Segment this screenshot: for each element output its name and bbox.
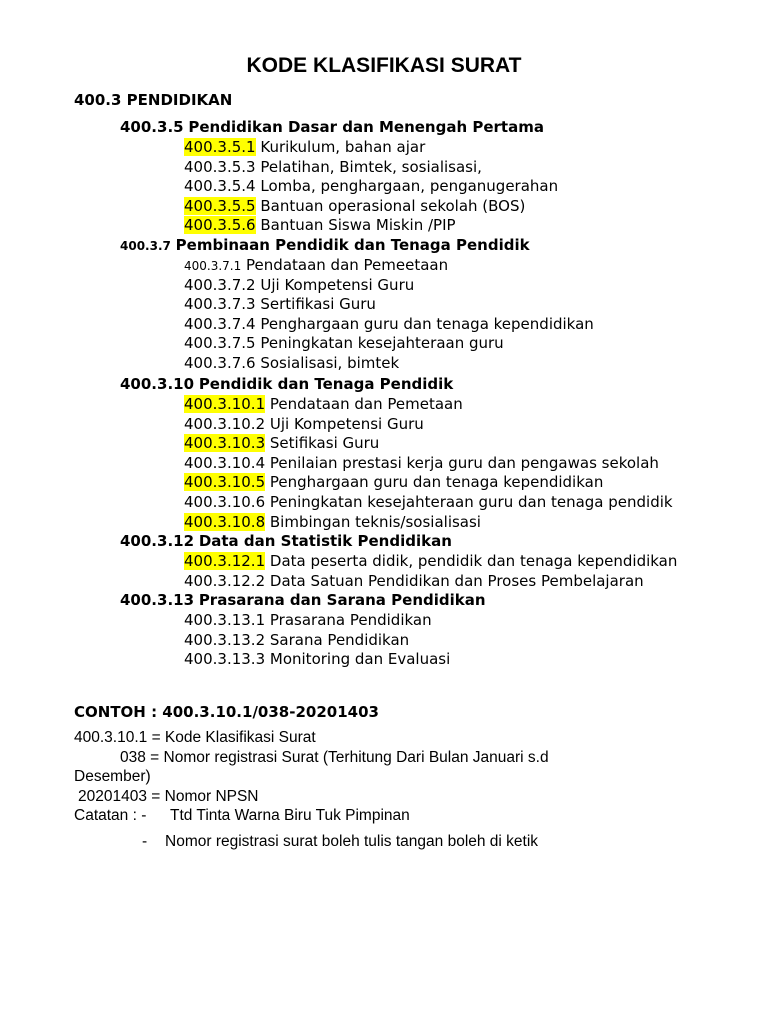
list-item xyxy=(184,454,659,473)
item-code: 400.3.10.4 xyxy=(184,454,266,472)
item-code: 400.3.5.5 xyxy=(184,197,256,215)
note-signature: Ttd Tinta Warna Biru Tuk Pimpinan xyxy=(170,807,410,824)
list-item xyxy=(184,415,424,434)
item-code: 400.3.5.6 xyxy=(184,216,256,234)
section-heading: 400.3 PENDIDIKAN xyxy=(74,91,233,109)
group-heading xyxy=(120,118,544,137)
list-item xyxy=(184,473,603,492)
list-item xyxy=(184,295,376,314)
note-bullet: - xyxy=(142,833,148,850)
list-item xyxy=(184,611,432,630)
group-code: 400.3.5 xyxy=(120,118,184,136)
item-code: 400.3.10.8 xyxy=(184,513,266,531)
list-item xyxy=(184,158,482,177)
list-item xyxy=(184,434,379,453)
item-code: 400.3.10.3 xyxy=(184,434,266,452)
list-item xyxy=(184,138,425,157)
example-line-code: 400.3.10.1 = Kode Klasifikasi Surat xyxy=(74,729,316,746)
item-code: 400.3.5.3 xyxy=(184,158,256,176)
item-code: 400.3.7.2 xyxy=(184,276,256,294)
item-text: Pelatihan, Bimtek, sosialisasi, xyxy=(260,158,482,176)
item-text: Uji Kompetensi Guru xyxy=(269,415,424,433)
item-code: 400.3.10.6 xyxy=(184,493,266,511)
item-code: 400.3.12.1 xyxy=(184,552,266,570)
group-name: Pendidik dan Tenaga Pendidik xyxy=(198,375,454,393)
list-item xyxy=(184,572,644,591)
list-item xyxy=(184,493,673,512)
document-title: KODE KLASIFIKASI SURAT xyxy=(246,54,522,77)
item-code: 400.3.13.3 xyxy=(184,650,266,668)
item-text: Peningkatan kesejahteraan guru dan tenaga pendidik xyxy=(269,493,673,511)
example-line-registration-cont: Desember) xyxy=(74,768,151,785)
item-text: Prasarana Pendidikan xyxy=(269,611,432,629)
item-text: Bimbingan teknis/sosialisasi xyxy=(269,513,481,531)
item-text: Sertifikasi Guru xyxy=(260,295,376,313)
list-item xyxy=(184,197,525,216)
item-code: 400.3.7.3 xyxy=(184,295,256,313)
group-code: 400.3.13 xyxy=(120,591,195,609)
item-text: Bantuan operasional sekolah (BOS) xyxy=(260,197,526,215)
group-code: 400.3.7 xyxy=(120,239,171,253)
item-text: Lomba, penghargaan, penganugerahan xyxy=(260,177,559,195)
item-text: Kurikulum, bahan ajar xyxy=(260,138,426,156)
item-code: 400.3.7.4 xyxy=(184,315,256,333)
item-text: Monitoring dan Evaluasi xyxy=(269,650,451,668)
note-registration: Nomor registrasi surat boleh tulis tangan boleh di ketik xyxy=(165,833,539,850)
example-line-registration: 038 = Nomor registrasi Surat (Terhitung Dari Bulan Januari s.d xyxy=(120,749,549,766)
item-text: Data peserta didik, pendidik dan tenaga kependidikan xyxy=(269,552,678,570)
item-text: Sarana Pendidikan xyxy=(269,631,410,649)
item-code: 400.3.10.5 xyxy=(184,473,266,491)
group-name: Pembinaan Pendidik dan Tenaga Pendidik xyxy=(175,236,530,254)
list-item xyxy=(184,631,409,650)
item-text: Data Satuan Pendidikan dan Proses Pembelajaran xyxy=(269,572,644,590)
group-heading xyxy=(120,236,530,256)
group-heading xyxy=(120,375,453,394)
list-item xyxy=(184,513,481,532)
item-text: Pendataan dan Pemeetaan xyxy=(246,256,449,274)
list-item xyxy=(184,177,558,196)
list-item xyxy=(184,216,456,235)
item-text: Penilaian prestasi kerja guru dan pengawas sekolah xyxy=(269,454,659,472)
item-code: 400.3.5.1 xyxy=(184,138,256,156)
group-code: 400.3.12 xyxy=(120,532,195,550)
list-item xyxy=(184,334,504,353)
list-item xyxy=(184,276,414,295)
item-code: 400.3.13.1 xyxy=(184,611,266,629)
item-text: Peningkatan kesejahteraan guru xyxy=(260,334,504,352)
item-code: 400.3.7.5 xyxy=(184,334,256,352)
item-code: 400.3.10.2 xyxy=(184,415,266,433)
list-item xyxy=(184,650,450,669)
group-heading xyxy=(120,591,486,610)
item-text: Pendataan dan Pemetaan xyxy=(269,395,463,413)
list-item xyxy=(184,354,399,373)
group-name: Data dan Statistik Pendidikan xyxy=(198,532,452,550)
item-code: 400.3.7.1 xyxy=(184,259,242,273)
item-text: Bantuan Siswa Miskin /PIP xyxy=(260,216,456,234)
list-item xyxy=(184,552,677,571)
list-item xyxy=(184,395,463,414)
group-name: Prasarana dan Sarana Pendidikan xyxy=(198,591,486,609)
example-heading: CONTOH : 400.3.10.1/038-20201403 xyxy=(74,703,379,721)
item-code: 400.3.12.2 xyxy=(184,572,266,590)
item-text: Penghargaan guru dan tenaga kependidikan xyxy=(260,315,594,333)
group-code: 400.3.10 xyxy=(120,375,195,393)
item-code: 400.3.10.1 xyxy=(184,395,266,413)
item-code: 400.3.5.4 xyxy=(184,177,256,195)
item-code: 400.3.7.6 xyxy=(184,354,256,372)
list-item xyxy=(184,315,594,334)
item-text: Setifikasi Guru xyxy=(269,434,380,452)
example-line-npsn: 20201403 = Nomor NPSN xyxy=(78,788,259,805)
item-text: Penghargaan guru dan tenaga kependidikan xyxy=(269,473,604,491)
item-code: 400.3.13.2 xyxy=(184,631,266,649)
item-text: Uji Kompetensi Guru xyxy=(260,276,415,294)
note-label: Catatan : - xyxy=(74,807,147,824)
group-name: Pendidikan Dasar dan Menengah Pertama xyxy=(188,118,544,136)
group-heading xyxy=(120,532,452,551)
item-text: Sosialisasi, bimtek xyxy=(260,354,400,372)
list-item xyxy=(184,256,448,276)
